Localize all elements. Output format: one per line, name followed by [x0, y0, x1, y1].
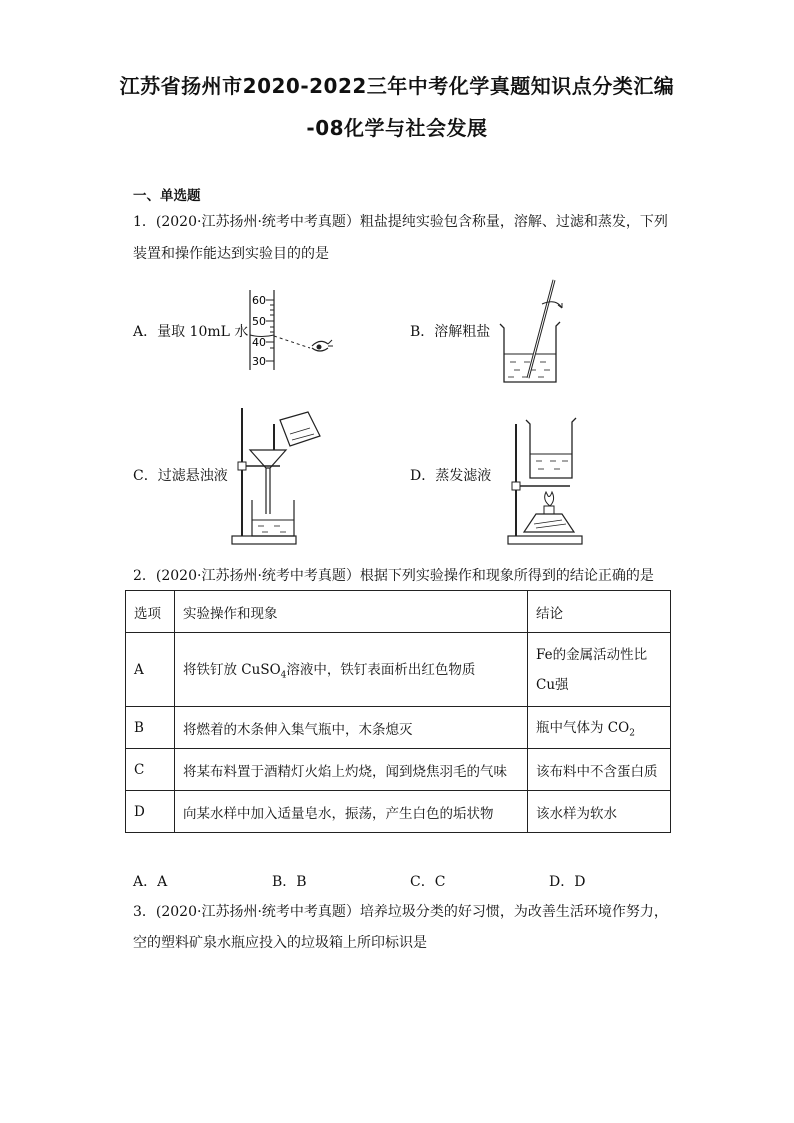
q3-stem-line2: 空的塑料矿泉水瓶应投入的垃圾箱上所印标识是	[133, 935, 427, 951]
row-d-conclusion: 该水样为软水	[528, 791, 671, 833]
table-header-operation: 实验操作和现象	[175, 591, 528, 633]
graduated-cylinder-figure	[244, 288, 340, 372]
cylinder-tick-60: 60	[252, 294, 266, 307]
q1-option-d: D．蒸发滤液	[410, 468, 492, 484]
row-b-operation: 将燃着的木条伸入集气瓶中，木条熄灭	[175, 707, 528, 749]
q1-option-b: B．溶解粗盐	[410, 324, 491, 340]
table-row	[126, 707, 671, 749]
table-row	[126, 749, 671, 791]
row-a-conclusion: Fe的金属活动性比 Cu强	[528, 633, 671, 707]
q1-stem-line2: 装置和操作能达到实验目的的是	[133, 246, 329, 262]
section-heading: 一、单选题	[133, 188, 201, 204]
dissolving-beaker-figure	[496, 278, 576, 386]
table-row	[126, 633, 671, 707]
row-a-option: A	[126, 633, 175, 707]
row-a-operation: 将铁钉放 CuSO$_4$溶液中，铁钉表面析出红色物质	[175, 633, 528, 707]
row-d-operation: 向某水样中加入适量皂水，振荡，产生白色的垢状物	[175, 791, 528, 833]
row-c-option: C	[126, 749, 175, 791]
row-c-conclusion: 该布料中不含蛋白质	[528, 749, 671, 791]
q2-stem: 2．(2020·江苏扬州·统考中考真题）根据下列实验操作和现象所得到的结论正确的是	[133, 568, 654, 584]
q2-answer-a: A．A	[133, 874, 168, 890]
q1-option-a: A．量取 10mL 水	[133, 324, 249, 340]
table-header-row	[126, 591, 671, 633]
filtration-setup-figure	[228, 404, 352, 548]
document-title-line1: 江苏省扬州市2020-2022三年中考化学真题知识点分类汇编	[119, 74, 675, 98]
q1-option-c: C．过滤悬浊液	[133, 468, 228, 484]
table-header-option: 选项	[126, 591, 175, 633]
q2-answer-d: D．D	[549, 874, 586, 890]
cylinder-tick-30: 30	[252, 355, 266, 368]
row-b-conclusion: 瓶中气体为 $CO_2$	[528, 707, 671, 749]
q2-answer-b: B．B	[272, 874, 307, 890]
q3-stem-line1: 3．(2020·江苏扬州·统考中考真题）培养垃圾分类的好习惯，为改善生活环境作努力，	[133, 904, 668, 920]
table-row	[126, 791, 671, 833]
row-d-option: D	[126, 791, 175, 833]
q2-answer-c: C．C	[410, 874, 446, 890]
q1-stem-line1: 1．(2020·江苏扬州·统考中考真题）粗盐提纯实验包含称量，溶解、过滤和蒸发，下列	[133, 214, 668, 230]
eye-icon	[312, 340, 333, 351]
row-b-option: B	[126, 707, 175, 749]
row-c-operation: 将某布料置于酒精灯火焰上灼烧，闻到烧焦羽毛的气味	[175, 749, 528, 791]
evaporation-setup-figure	[506, 414, 612, 548]
cylinder-tick-40: 40	[252, 336, 266, 349]
cylinder-tick-50: 50	[252, 315, 266, 328]
table-header-conclusion: 结论	[528, 591, 671, 633]
document-title-line2: -08化学与社会发展	[306, 116, 488, 140]
q2-table	[125, 590, 671, 833]
